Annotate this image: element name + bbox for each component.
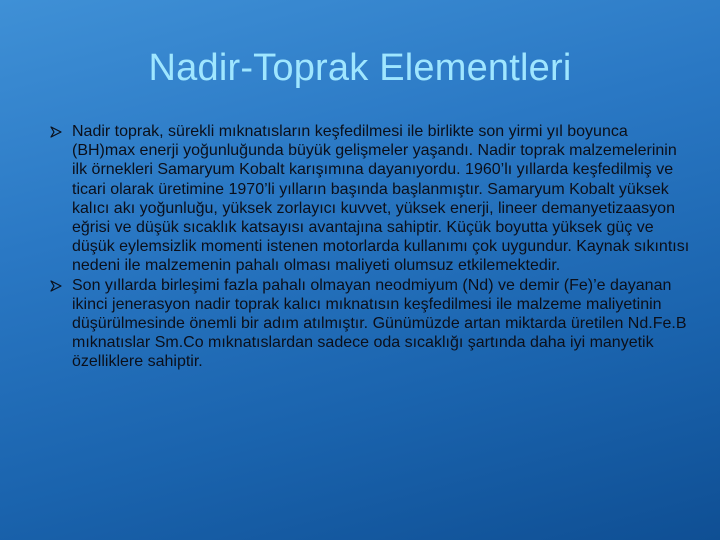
arrowhead-bullet-icon: [50, 280, 62, 292]
bullet-text: Son yıllarda birleşimi fazla pahalı olmayan neodmiyum (Nd) ve demir (Fe)’e dayanan ikinci jenerasyon nadir toprak kalıcı mıknatısın keşfedilmesi ile malzeme maliyetinin düşürülmesinde önemli bir adım atılmıştır. Günümüzde artan miktarda üretilen Nd.Fe.B mıknatıslar Sm.Co mıknatıslardan sadece oda sıcaklığı şartında daha iyi manyetik özelliklere sahiptir.: [72, 276, 687, 371]
bullet-item: [50, 122, 690, 276]
arrowhead-bullet-icon: [50, 126, 62, 138]
bullet-list: [50, 122, 690, 372]
bullet-item: [50, 276, 690, 372]
bullet-text: Nadir toprak, sürekli mıknatısların keşfedilmesi ile birlikte son yirmi yıl boyunca (BH)max enerji yoğunluğunda büyük gelişmeler yaşandı. Nadir toprak malzemelerinin ilk örnekleri Samaryum Kobalt karışımına dayanıyordu. 1960’lı yıllarda keşfedilmiş ve ticari olarak üretimine 1970’li yılların başında başlanmıştır. Samaryum Kobalt yüksek kalıcı akı yoğunluğu, yüksek zorlayıcı kuvvet, yüksek enerji, lineer demanyetizaasyon eğrisi ve düşük sıcaklık katsayısı avantajına sahiptir. Küçük boyutta yüksek güç ve düşük eylemsizlik momenti istenen motorlarda kullanımı çok uygundur. Kaynak sıkıntısı nedeni ile malzemenin pahalı olması maliyeti olumsuz etkilemektedir.: [72, 123, 690, 275]
slide-title: Nadir-Toprak Elementleri: [148, 47, 572, 89]
